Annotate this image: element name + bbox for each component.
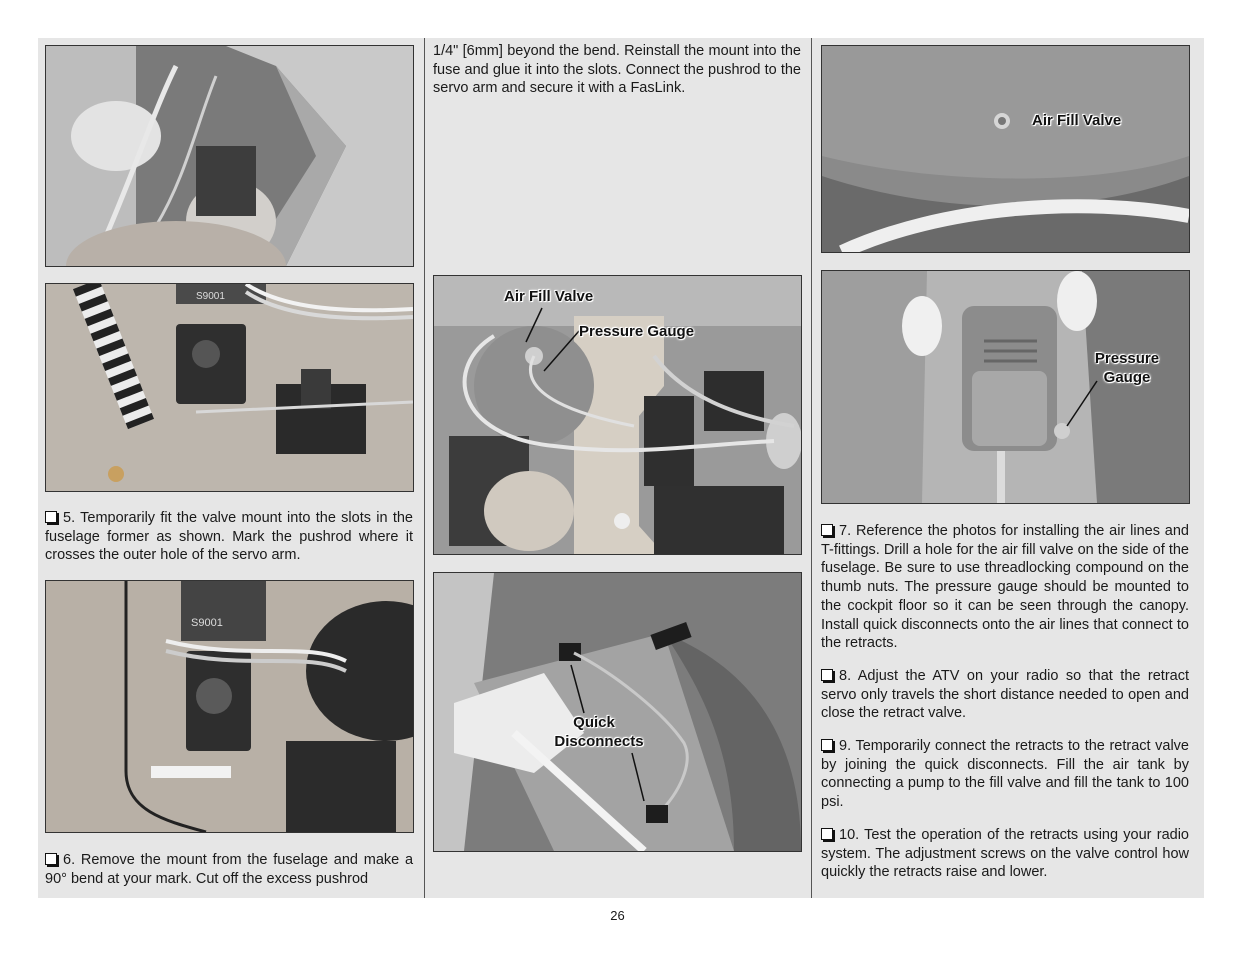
page-number: 26 (610, 908, 625, 923)
servo-label-text-2: S9001 (191, 617, 223, 629)
photo-valve-mount-bent (45, 580, 414, 833)
step-10 (821, 826, 1189, 882)
step-10-number: 10. (839, 827, 860, 843)
label-disconnects: Disconnects (554, 733, 644, 750)
step-8-checkbox[interactable] (821, 669, 833, 681)
step-6-text: Remove the mount from the fuselage and make a 90° bend at your mark. Cut off the excess pushrod (45, 852, 414, 887)
photo-air-fill-valve (821, 45, 1190, 253)
photo-pressure-gauge (821, 270, 1190, 504)
step-9-checkbox[interactable] (821, 739, 833, 751)
servo-label-text: S9001 (196, 291, 225, 302)
step-7 (821, 522, 1189, 653)
step-6-checkbox[interactable] (45, 853, 57, 865)
photo-pushrod-mark (45, 283, 414, 492)
step-7-number: 7. (839, 523, 852, 539)
photo-air-lines (433, 275, 802, 555)
label-air-fill-valve-2: Air Fill Valve (1032, 112, 1122, 129)
step-10-checkbox[interactable] (821, 828, 833, 840)
step-10-text: Test the operation of the retracts using your radio system. The adjustment screws on the valve control how quickly the retracts raise and lower. (821, 827, 1189, 881)
label-air-fill-valve: Air Fill Valve (504, 288, 594, 305)
step-5-checkbox[interactable] (45, 511, 57, 523)
step-9 (821, 737, 1189, 812)
step-5 (45, 509, 413, 565)
step-8-text: Adjust the ATV on your radio so that the retract servo only travels the short distance needed to open and close the retract valve. (821, 668, 1189, 722)
step-8 (821, 667, 1189, 723)
column-divider-1 (424, 38, 425, 898)
step-6-number: 6. (63, 852, 76, 868)
label-pressure: Pressure (1094, 350, 1160, 367)
label-pressure-gauge: Pressure Gauge (579, 323, 695, 340)
step-9-text: Temporarily connect the retracts to the retract valve by joining the quick disconnects. Fill the air tank by connecting a pump to the fill valve and fill the tank to 100 psi. (821, 738, 1189, 811)
step-7-text: Reference the photos for installing the air lines and T-fittings. Drill a hole for the air fill valve on the side of the fuselage. Be sure to use threadlocking compound on the thumb nuts. The pressure gauge should be mounted to the cockpit floor so it can be seen through the canopy. Install quick disconnects onto the air lines that connect to the retracts. (821, 523, 1189, 652)
step-8-number: 8. (839, 668, 852, 684)
step-5-number: 5. (63, 510, 76, 526)
photo-valve-mount (45, 45, 414, 267)
step-7-checkbox[interactable] (821, 524, 833, 536)
step-6 (45, 851, 413, 888)
label-gauge: Gauge (1103, 369, 1151, 386)
label-quick: Quick (573, 714, 615, 731)
step-6-continued: 1/4" [6mm] beyond the bend. Reinstall the mount into the fuse and glue it into the slots. Connect the pushrod to the servo arm and secure it with a FasLink. (433, 43, 801, 97)
photo-quick-disconnects (433, 572, 802, 852)
step-5-text: Temporarily fit the valve mount into the slots in the fuselage former as shown. Mark the pushrod where it crosses the outer hole of the servo arm. (45, 510, 413, 564)
column-divider-2 (811, 38, 812, 898)
step-9-number: 9. (839, 738, 852, 754)
